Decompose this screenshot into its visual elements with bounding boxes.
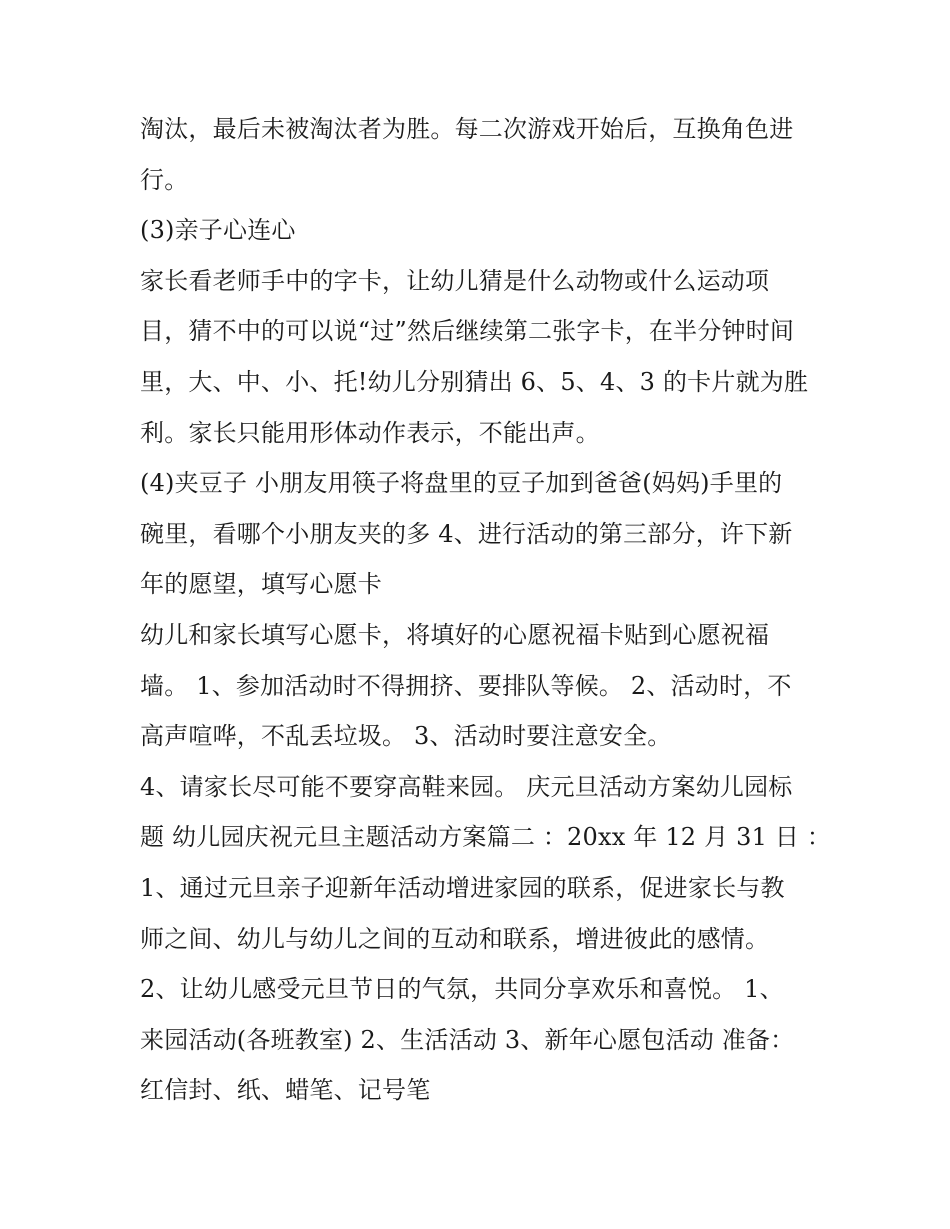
section-heading: (3)亲子心连心 [140,216,296,245]
text-line: 题 幼儿园庆祝元旦主题活动方案篇二 ：20xx 年 12 月 31 日 ： [140,823,832,852]
document-body [140,104,832,1116]
text-line: 里，大、中、小、托!幼儿分别猜出 6、5、4、3 的卡片就为胜 [140,367,809,396]
text-line: (4)夹豆子 小朋友用筷子将盘里的豆子加到爸爸(妈妈)手里的 [140,469,783,498]
text-line: 淘汰，最后未被淘汰者为胜。每二次游戏开始后，互换角色进 [140,115,794,143]
text-line: 年的愿望，填写心愿卡 [140,570,382,599]
text-line: 高声喧哗，不乱丢垃圾。 3、活动时要注意安全。 [140,722,672,751]
text-line: 家长看老师手中的字卡，让幼儿猜是什么动物或什么运动项 [140,266,770,295]
text-line: 碗里，看哪个小朋友夹的多 4、进行活动的第三部分，许下新 [140,519,793,548]
text-line: 2、让幼儿感受元旦节日的气氛，共同分享欢乐和喜悦。 1、 [140,975,784,1004]
text-line: 墙。 1、参加活动时不得拥挤、要排队等候。 2、活动时，不 [140,671,792,700]
text-line: 目，猜不中的可以说“过”然后继续第二张字卡，在半分钟时间 [140,317,795,346]
text-line: 利。家长只能用形体动作表示，不能出声。 [140,418,600,447]
text-line: 幼儿和家长填写心愿卡，将填好的心愿祝福卡贴到心愿祝福 [140,620,770,649]
text-line: 师之间、幼儿与幼儿之间的互动和联系，增进彼此的感情。 [140,924,770,953]
text-line: 红信封、纸、蜡笔、记号笔 [140,1076,431,1105]
text-line: 行。 [140,165,189,194]
text-line: 来园活动(各班教室) 2、生活活动 3、新年心愿包活动 准备： [140,1025,795,1054]
text-line: 1、通过元旦亲子迎新年活动增进家园的联系，促进家长与教 [140,873,785,902]
text-line: 4、请家长尽可能不要穿高鞋来园。 庆元旦活动方案幼儿园标 [140,772,793,801]
